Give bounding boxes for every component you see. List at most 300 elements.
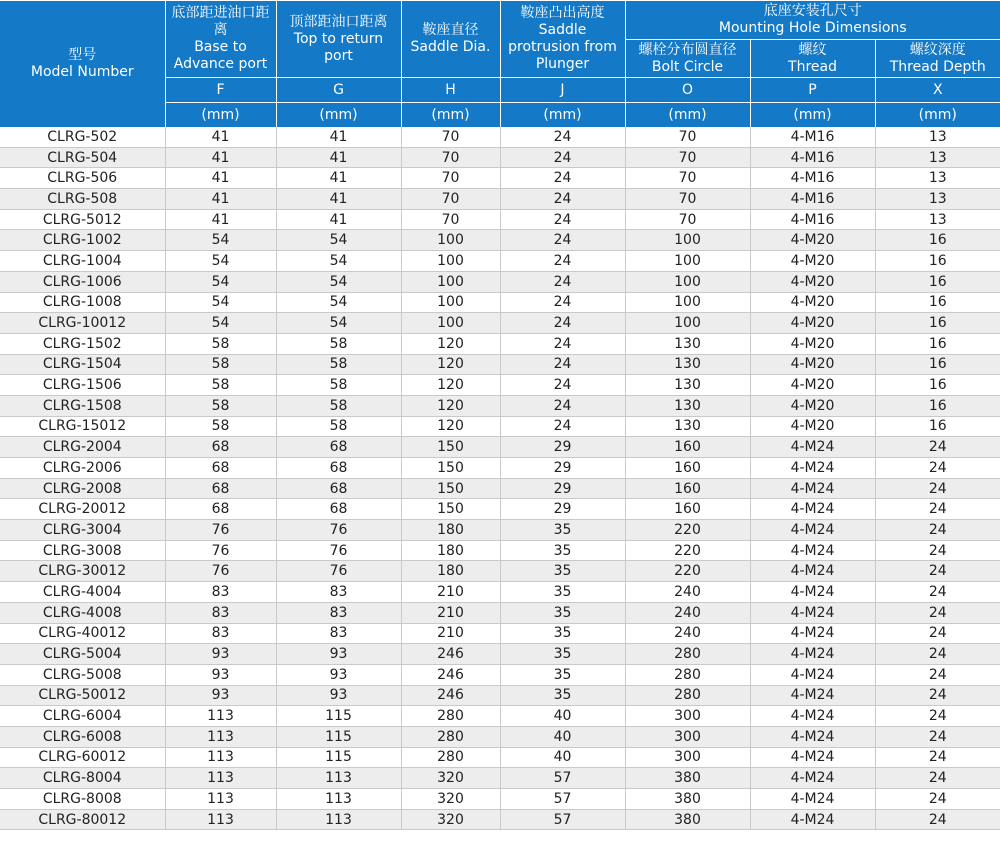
symbol-f: F — [165, 78, 276, 103]
cell-h: 180 — [401, 561, 500, 582]
cell-x: 16 — [875, 292, 1000, 313]
cell-p: 4-M24 — [750, 789, 875, 810]
cell-p: 4-M20 — [750, 313, 875, 334]
cell-o: 240 — [625, 602, 750, 623]
table-row — [0, 768, 1000, 789]
cell-model: CLRG-506 — [0, 168, 165, 189]
cell-j: 24 — [500, 251, 625, 272]
cell-h: 246 — [401, 664, 500, 685]
cell-x: 24 — [875, 602, 1000, 623]
cell-g: 83 — [276, 623, 401, 644]
cell-j: 24 — [500, 189, 625, 210]
cell-f: 68 — [165, 437, 276, 458]
table-row — [0, 437, 1000, 458]
table-row — [0, 251, 1000, 272]
cell-p: 4-M24 — [750, 602, 875, 623]
cell-p: 4-M20 — [750, 271, 875, 292]
cell-model: CLRG-1504 — [0, 354, 165, 375]
symbol-j: J — [500, 78, 625, 103]
cell-g: 41 — [276, 127, 401, 147]
cell-model: CLRG-3004 — [0, 520, 165, 541]
unit-o: (mm) — [625, 103, 750, 128]
cell-g: 115 — [276, 747, 401, 768]
table-row — [0, 147, 1000, 168]
cell-j: 24 — [500, 375, 625, 396]
cell-h: 320 — [401, 789, 500, 810]
cell-p: 4-M24 — [750, 499, 875, 520]
cell-x: 16 — [875, 333, 1000, 354]
cell-p: 4-M24 — [750, 540, 875, 561]
cell-h: 70 — [401, 147, 500, 168]
cell-x: 24 — [875, 437, 1000, 458]
cell-g: 68 — [276, 499, 401, 520]
cell-x: 16 — [875, 395, 1000, 416]
table-row — [0, 726, 1000, 747]
table-row — [0, 271, 1000, 292]
cell-model: CLRG-8004 — [0, 768, 165, 789]
symbol-x: X — [875, 78, 1000, 103]
cell-h: 70 — [401, 189, 500, 210]
cell-o: 220 — [625, 561, 750, 582]
cell-p: 4-M24 — [750, 747, 875, 768]
cell-x: 13 — [875, 147, 1000, 168]
cell-f: 41 — [165, 168, 276, 189]
cell-j: 24 — [500, 230, 625, 251]
cell-h: 70 — [401, 168, 500, 189]
table-row — [0, 209, 1000, 230]
cell-o: 100 — [625, 292, 750, 313]
cell-model: CLRG-8008 — [0, 789, 165, 810]
table-row — [0, 292, 1000, 313]
cell-f: 58 — [165, 333, 276, 354]
cell-model: CLRG-1508 — [0, 395, 165, 416]
cell-model: CLRG-2004 — [0, 437, 165, 458]
cell-p: 4-M24 — [750, 644, 875, 665]
cell-j: 24 — [500, 313, 625, 334]
header-j-zh: 鞍座凸出高度 — [520, 5, 605, 21]
cell-f: 54 — [165, 230, 276, 251]
cell-x: 13 — [875, 209, 1000, 230]
cell-j: 35 — [500, 520, 625, 541]
header-mounting-en: Mounting Hole Dimensions — [718, 20, 907, 36]
table-row — [0, 623, 1000, 644]
table-row — [0, 313, 1000, 334]
cell-model: CLRG-20012 — [0, 499, 165, 520]
cell-model: CLRG-1502 — [0, 333, 165, 354]
cell-o: 130 — [625, 375, 750, 396]
cell-f: 58 — [165, 375, 276, 396]
cell-g: 41 — [276, 147, 401, 168]
table-row — [0, 602, 1000, 623]
cell-x: 16 — [875, 251, 1000, 272]
cell-f: 76 — [165, 540, 276, 561]
cell-p: 4-M24 — [750, 561, 875, 582]
cell-j: 57 — [500, 768, 625, 789]
cell-h: 320 — [401, 809, 500, 830]
cell-f: 76 — [165, 561, 276, 582]
cell-j: 57 — [500, 789, 625, 810]
cell-p: 4-M24 — [750, 706, 875, 727]
header-mounting — [625, 1, 1000, 40]
cell-h: 100 — [401, 230, 500, 251]
table-row — [0, 333, 1000, 354]
cell-o: 70 — [625, 147, 750, 168]
cell-p: 4-M16 — [750, 168, 875, 189]
cell-model: CLRG-50012 — [0, 685, 165, 706]
cell-j: 29 — [500, 499, 625, 520]
cell-p: 4-M24 — [750, 437, 875, 458]
cell-p: 4-M16 — [750, 147, 875, 168]
cell-model: CLRG-5004 — [0, 644, 165, 665]
cell-h: 210 — [401, 623, 500, 644]
cell-x: 16 — [875, 230, 1000, 251]
cell-x: 16 — [875, 375, 1000, 396]
cell-o: 130 — [625, 354, 750, 375]
header-o — [625, 40, 750, 78]
table-row — [0, 499, 1000, 520]
cell-g: 115 — [276, 726, 401, 747]
cell-o: 280 — [625, 644, 750, 665]
cell-g: 76 — [276, 561, 401, 582]
cell-j: 35 — [500, 664, 625, 685]
cell-o: 70 — [625, 209, 750, 230]
cell-g: 41 — [276, 168, 401, 189]
cell-g: 54 — [276, 313, 401, 334]
cell-x: 13 — [875, 189, 1000, 210]
cell-j: 40 — [500, 726, 625, 747]
cell-p: 4-M24 — [750, 623, 875, 644]
cell-f: 68 — [165, 478, 276, 499]
cell-x: 24 — [875, 747, 1000, 768]
cell-o: 280 — [625, 664, 750, 685]
cell-j: 35 — [500, 561, 625, 582]
cell-h: 120 — [401, 416, 500, 437]
cell-h: 320 — [401, 768, 500, 789]
cell-h: 280 — [401, 726, 500, 747]
table-row — [0, 809, 1000, 830]
cell-h: 150 — [401, 458, 500, 479]
cell-x: 24 — [875, 685, 1000, 706]
cell-f: 113 — [165, 768, 276, 789]
table-row — [0, 189, 1000, 210]
cell-model: CLRG-6008 — [0, 726, 165, 747]
cell-f: 54 — [165, 292, 276, 313]
table-row — [0, 458, 1000, 479]
cell-h: 120 — [401, 395, 500, 416]
cell-j: 24 — [500, 147, 625, 168]
symbol-g: G — [276, 78, 401, 103]
cell-x: 24 — [875, 540, 1000, 561]
cell-j: 24 — [500, 395, 625, 416]
unit-j: (mm) — [500, 103, 625, 128]
cell-h: 100 — [401, 271, 500, 292]
cell-model: CLRG-1004 — [0, 251, 165, 272]
cell-o: 160 — [625, 499, 750, 520]
unit-g: (mm) — [276, 103, 401, 128]
cell-p: 4-M24 — [750, 768, 875, 789]
cell-p: 4-M24 — [750, 664, 875, 685]
cell-p: 4-M16 — [750, 127, 875, 147]
cell-x: 24 — [875, 520, 1000, 541]
table-row — [0, 354, 1000, 375]
cell-f: 54 — [165, 251, 276, 272]
cell-h: 70 — [401, 209, 500, 230]
cell-j: 24 — [500, 127, 625, 147]
cell-x: 24 — [875, 582, 1000, 603]
cell-j: 24 — [500, 354, 625, 375]
table-row — [0, 230, 1000, 251]
cell-o: 300 — [625, 747, 750, 768]
cell-g: 41 — [276, 189, 401, 210]
cell-o: 160 — [625, 458, 750, 479]
cell-g: 93 — [276, 664, 401, 685]
cell-f: 41 — [165, 147, 276, 168]
cell-g: 76 — [276, 540, 401, 561]
cell-x: 24 — [875, 499, 1000, 520]
cell-model: CLRG-80012 — [0, 809, 165, 830]
table-row — [0, 416, 1000, 437]
table-row — [0, 685, 1000, 706]
cell-model: CLRG-4004 — [0, 582, 165, 603]
table-row — [0, 644, 1000, 665]
cell-g: 41 — [276, 209, 401, 230]
cell-j: 24 — [500, 292, 625, 313]
cell-h: 150 — [401, 437, 500, 458]
cell-x: 24 — [875, 768, 1000, 789]
cell-p: 4-M24 — [750, 478, 875, 499]
cell-f: 58 — [165, 354, 276, 375]
unit-f: (mm) — [165, 103, 276, 128]
cell-f: 58 — [165, 395, 276, 416]
header-mounting-zh: 底座安装孔尺寸 — [763, 3, 862, 19]
cell-g: 54 — [276, 251, 401, 272]
table-row — [0, 395, 1000, 416]
cell-h: 120 — [401, 354, 500, 375]
cell-j: 24 — [500, 209, 625, 230]
cell-j: 35 — [500, 582, 625, 603]
cell-j: 29 — [500, 437, 625, 458]
cell-o: 300 — [625, 706, 750, 727]
cell-g: 115 — [276, 706, 401, 727]
cell-x: 24 — [875, 478, 1000, 499]
cell-model: CLRG-6004 — [0, 706, 165, 727]
cell-h: 150 — [401, 478, 500, 499]
cell-x: 24 — [875, 789, 1000, 810]
cell-o: 130 — [625, 333, 750, 354]
cell-g: 68 — [276, 437, 401, 458]
cell-o: 100 — [625, 313, 750, 334]
cell-p: 4-M24 — [750, 809, 875, 830]
cell-x: 24 — [875, 644, 1000, 665]
cell-model: CLRG-40012 — [0, 623, 165, 644]
cell-p: 4-M20 — [750, 375, 875, 396]
cell-x: 24 — [875, 664, 1000, 685]
cell-p: 4-M16 — [750, 209, 875, 230]
cell-g: 68 — [276, 478, 401, 499]
cell-g: 83 — [276, 602, 401, 623]
cell-h: 120 — [401, 333, 500, 354]
cell-g: 58 — [276, 375, 401, 396]
cell-f: 113 — [165, 789, 276, 810]
cell-o: 70 — [625, 189, 750, 210]
cell-f: 58 — [165, 416, 276, 437]
table-row — [0, 375, 1000, 396]
cell-x: 16 — [875, 271, 1000, 292]
table-row — [0, 582, 1000, 603]
unit-x: (mm) — [875, 103, 1000, 128]
cell-g: 113 — [276, 809, 401, 830]
header-model-zh: 型号 — [68, 47, 97, 63]
header-model-en: Model Number — [30, 64, 134, 80]
cell-o: 130 — [625, 395, 750, 416]
table-row — [0, 478, 1000, 499]
cell-j: 35 — [500, 540, 625, 561]
cell-p: 4-M20 — [750, 292, 875, 313]
cell-model: CLRG-1506 — [0, 375, 165, 396]
cell-g: 83 — [276, 582, 401, 603]
cell-g: 93 — [276, 644, 401, 665]
table-row — [0, 540, 1000, 561]
cell-o: 380 — [625, 809, 750, 830]
header-model — [0, 1, 165, 128]
cell-h: 210 — [401, 602, 500, 623]
header-g — [276, 1, 401, 78]
cell-model: CLRG-2008 — [0, 478, 165, 499]
cell-p: 4-M24 — [750, 458, 875, 479]
cell-j: 29 — [500, 458, 625, 479]
cell-f: 93 — [165, 685, 276, 706]
header-p-zh: 螺纹 — [798, 41, 827, 58]
cell-o: 380 — [625, 789, 750, 810]
cell-o: 100 — [625, 251, 750, 272]
cell-f: 113 — [165, 747, 276, 768]
cell-o: 300 — [625, 726, 750, 747]
cell-h: 180 — [401, 540, 500, 561]
cell-j: 24 — [500, 271, 625, 292]
table-row — [0, 168, 1000, 189]
unit-p: (mm) — [750, 103, 875, 128]
header-o-en: Bolt Circle — [651, 58, 724, 75]
cell-g: 58 — [276, 354, 401, 375]
cell-g: 54 — [276, 230, 401, 251]
cell-model: CLRG-30012 — [0, 561, 165, 582]
cell-p: 4-M20 — [750, 333, 875, 354]
cell-j: 35 — [500, 644, 625, 665]
cell-h: 150 — [401, 499, 500, 520]
cell-o: 70 — [625, 168, 750, 189]
unit-h: (mm) — [401, 103, 500, 128]
cell-model: CLRG-1002 — [0, 230, 165, 251]
cell-o: 70 — [625, 127, 750, 147]
cell-model: CLRG-4008 — [0, 602, 165, 623]
cell-o: 220 — [625, 520, 750, 541]
cell-o: 100 — [625, 230, 750, 251]
cell-j: 24 — [500, 168, 625, 189]
cell-model: CLRG-5008 — [0, 664, 165, 685]
cell-o: 280 — [625, 685, 750, 706]
cell-f: 68 — [165, 499, 276, 520]
header-x-zh: 螺纹深度 — [909, 41, 966, 58]
cell-x: 16 — [875, 354, 1000, 375]
cell-x: 24 — [875, 726, 1000, 747]
table-row — [0, 747, 1000, 768]
cell-o: 380 — [625, 768, 750, 789]
cell-g: 58 — [276, 416, 401, 437]
header-f-en: Base to Advance port — [173, 39, 268, 72]
cell-g: 76 — [276, 520, 401, 541]
header-h-zh: 鞍座直径 — [422, 22, 479, 38]
cell-f: 83 — [165, 623, 276, 644]
table-row — [0, 664, 1000, 685]
cell-h: 120 — [401, 375, 500, 396]
cell-model: CLRG-10012 — [0, 313, 165, 334]
cell-x: 24 — [875, 809, 1000, 830]
cell-model: CLRG-60012 — [0, 747, 165, 768]
cell-g: 58 — [276, 395, 401, 416]
header-x — [875, 40, 1000, 78]
cell-g: 54 — [276, 292, 401, 313]
header-f — [165, 1, 276, 78]
cell-model: CLRG-3008 — [0, 540, 165, 561]
cell-h: 246 — [401, 685, 500, 706]
symbol-p: P — [750, 78, 875, 103]
table-row — [0, 520, 1000, 541]
cell-g: 113 — [276, 768, 401, 789]
cell-j: 24 — [500, 333, 625, 354]
cell-o: 130 — [625, 416, 750, 437]
cell-model: CLRG-1008 — [0, 292, 165, 313]
cell-x: 16 — [875, 313, 1000, 334]
header-o-zh: 螺栓分布圆直径 — [638, 41, 737, 58]
cell-h: 70 — [401, 127, 500, 147]
cell-g: 93 — [276, 685, 401, 706]
cell-p: 4-M24 — [750, 685, 875, 706]
cell-f: 54 — [165, 313, 276, 334]
cell-o: 160 — [625, 437, 750, 458]
cell-x: 13 — [875, 127, 1000, 147]
cell-p: 4-M20 — [750, 395, 875, 416]
cell-x: 16 — [875, 416, 1000, 437]
cell-model: CLRG-5012 — [0, 209, 165, 230]
cell-h: 100 — [401, 313, 500, 334]
cell-o: 100 — [625, 271, 750, 292]
cell-h: 246 — [401, 644, 500, 665]
header-g-zh: 顶部距油口距离 — [289, 13, 388, 30]
table-row — [0, 127, 1000, 147]
cell-x: 13 — [875, 168, 1000, 189]
cell-j: 40 — [500, 706, 625, 727]
cell-g: 113 — [276, 789, 401, 810]
header-g-en: Top to return port — [293, 30, 384, 64]
symbol-o: O — [625, 78, 750, 103]
cell-f: 93 — [165, 664, 276, 685]
cell-p: 4-M24 — [750, 520, 875, 541]
header-p — [750, 40, 875, 78]
cell-p: 4-M24 — [750, 582, 875, 603]
cell-f: 113 — [165, 726, 276, 747]
cell-j: 35 — [500, 623, 625, 644]
cell-x: 24 — [875, 458, 1000, 479]
cell-p: 4-M16 — [750, 189, 875, 210]
cell-p: 4-M24 — [750, 726, 875, 747]
cell-f: 83 — [165, 602, 276, 623]
cell-g: 68 — [276, 458, 401, 479]
header-f-zh: 底部距进油口距离 — [171, 5, 270, 38]
cell-j: 40 — [500, 747, 625, 768]
cell-f: 41 — [165, 127, 276, 147]
cell-model: CLRG-2006 — [0, 458, 165, 479]
cell-h: 280 — [401, 706, 500, 727]
